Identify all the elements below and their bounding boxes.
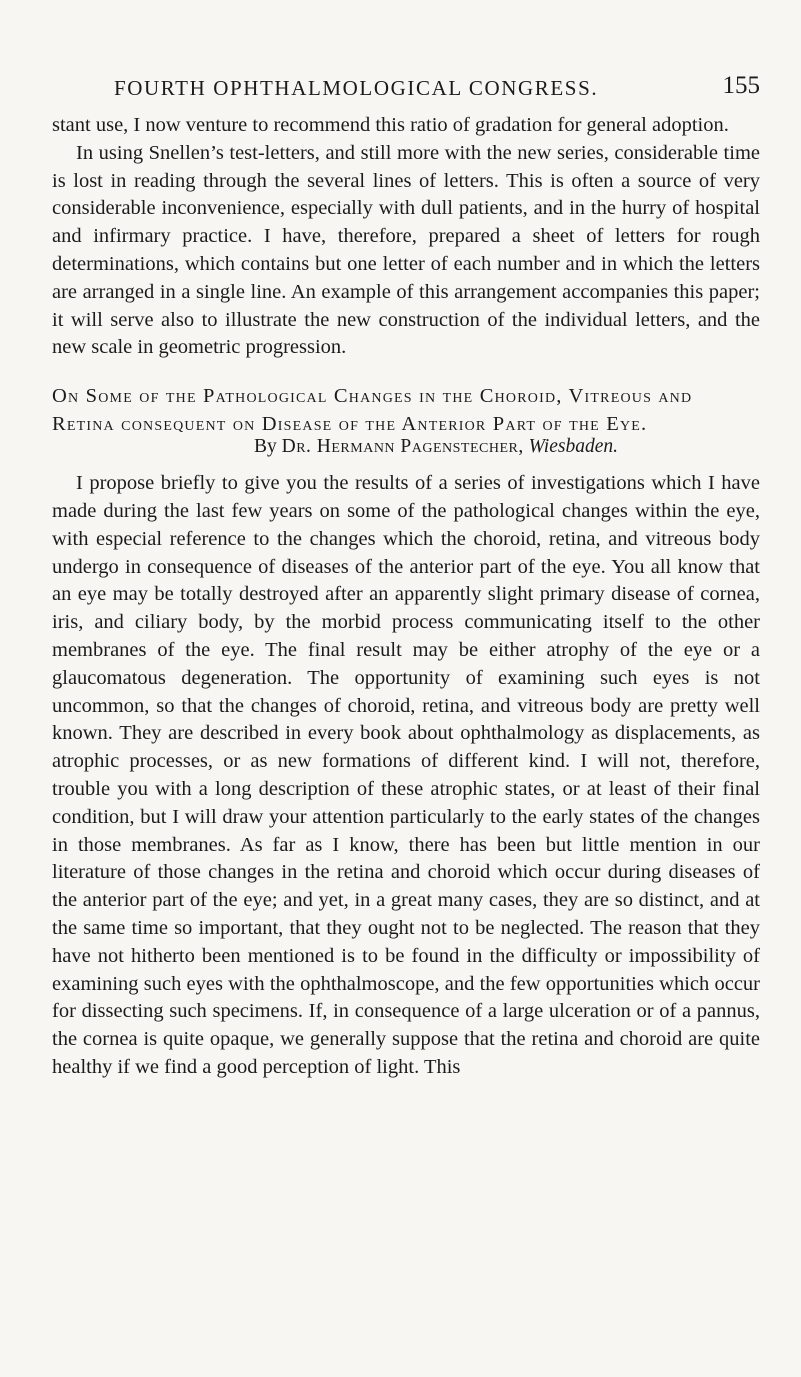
page-header (52, 68, 760, 108)
byline-prefix: By (253, 436, 277, 458)
paragraph-continuation: stant use, I now venture to recommend this ratio of gradation for general adoption. (52, 114, 729, 136)
paragraph-body: I propose briefly to give you the results of a series of investigations which I have made during the last few years on some of the pathological changes within the eye, with especial reference to the changes which the choroid, retina, and vitreous body undergo in consequence of diseases of the anterior part of the eye. You all know that an eye may be totally destroyed after an apparently slight primary disease of cornea, iris, and ciliary body, by the morbid process communicating itself to the other membranes of the eye. The final result may be either atrophy of the eye or a glaucomatous degeneration. The opportunity of examining such eyes is not uncommon, so that the changes of choroid, retina, and vitreous body are pretty well known. They are described in every book about ophthalmology as displacements, as atrophic processes, or as new formations of different kind. I will not, therefore, trouble you with a long description of these atrophic states, or at least of their final condition, but I will draw your attention particularly to the early states of the changes in those membranes. As far as I know, there has been but little mention in our literature of those changes in the retina and choroid which occur during diseases of the anterior part of the eye; and yet, in a great many cases, they are so distinct, and at the same time so important, that they ought not to be neglected. The reason that they have not hitherto been mentioned is to be found in the difficulty or impossibility of examining such eyes with the ophthalmoscope, and the few opportunities which occur for dissecting such specimens. If, in consequence of a large ulceration or of a pannus, the cornea is quite opaque, we generally suppose that the retina and choroid are quite healthy if we find a good perception of light. This (52, 472, 760, 1078)
author-city: Wiesbaden. (528, 436, 618, 458)
article-heading: On Some of the Pathological Changes in the Choroid, Vitreous and Retina consequent on Disease of the Anterior Part of the Eye. (52, 385, 693, 436)
paragraph-snellen: In using Snellen’s test-letters, and still more with the new series, considerable time is lost in reading through the several lines of letters. This is often a source of very considerable inconvenience, especially with dull patients, and in the hurry of hospital and infirmary practice. I have, therefore, prepared a sheet of letters for rough determinations, which contains but one letter of each number and in which the letters are arranged in a single line. An example of this arrangement accompanies this paper; it will serve also to illustrate the new construction of the individual letters, and the new scale in geometric progression. (52, 141, 760, 359)
page-number: 155 (722, 72, 760, 99)
author-name: Dr. Hermann Pagenstecher, (281, 436, 524, 458)
running-title: FOURTH OPHTHALMOLOGICAL CONGRESS. (114, 76, 599, 100)
page (52, 68, 760, 1082)
